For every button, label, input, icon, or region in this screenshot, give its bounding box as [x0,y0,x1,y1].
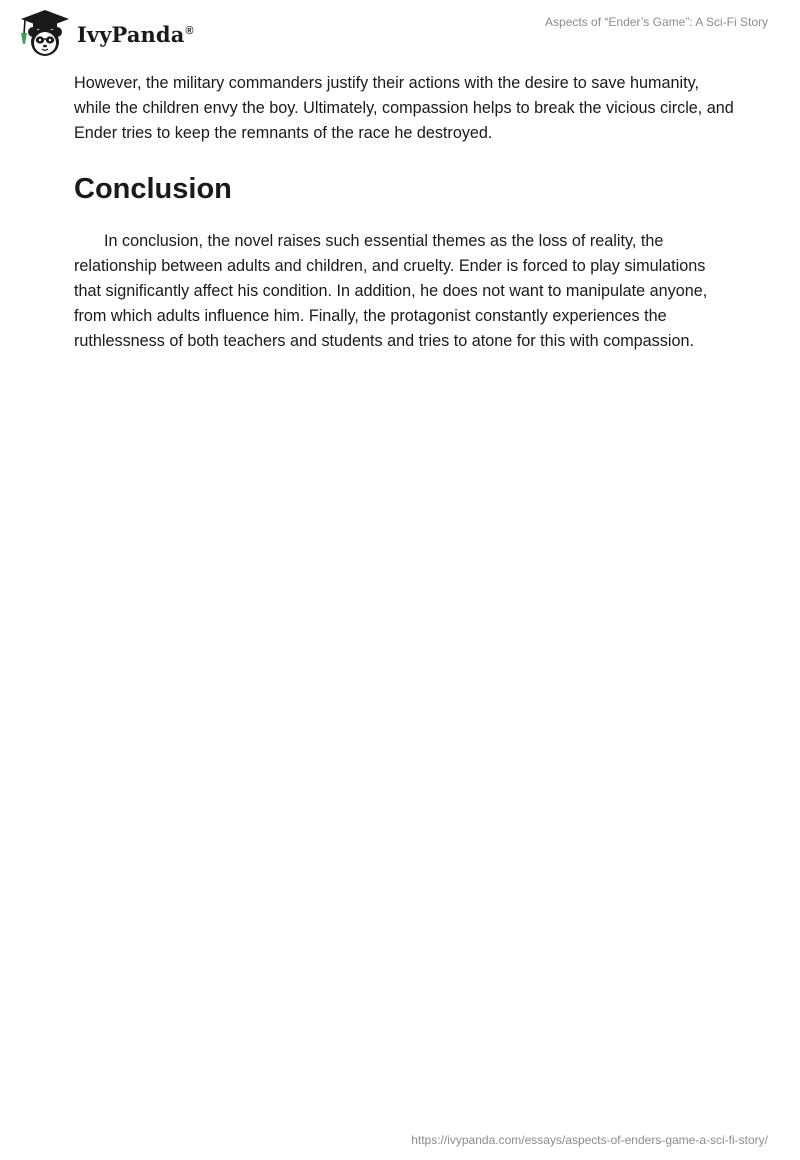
page-header [0,0,800,70]
document-title: Aspects of “Ender’s Game”: A Sci-Fi Story [545,15,768,29]
source-url[interactable]: https://ivypanda.com/essays/aspects-of-enders-game-a-sci-fi-story/ [411,1133,768,1147]
ivypanda-logo[interactable] [16,8,194,58]
essay-content [74,71,734,354]
brand-name-text: IvyPanda [77,21,185,47]
section-heading-conclusion: Conclusion [74,173,232,205]
body-paragraph: In conclusion, the novel raises such essential themes as the loss of reality, the relationship between adults and children, and cruelty. Ender is forced to play simulations that significantly affect his condition. In addition, he does not want to manipulate anyone, from which adults influence him. Finally, the protagonist constantly experiences the ruthlessness of both teachers and students and tries to atone for this with compassion. [74,232,708,350]
body-paragraph: However, the military commanders justify their actions with the desire to save humanity, while the children envy the boy. Ultimately, compassion helps to break the vicious circle, and Ender tries to keep the remnants of the race he destroyed. [74,74,734,142]
panda-graduate-icon [16,8,74,58]
registered-mark: ® [185,24,194,37]
brand-name [77,22,194,47]
